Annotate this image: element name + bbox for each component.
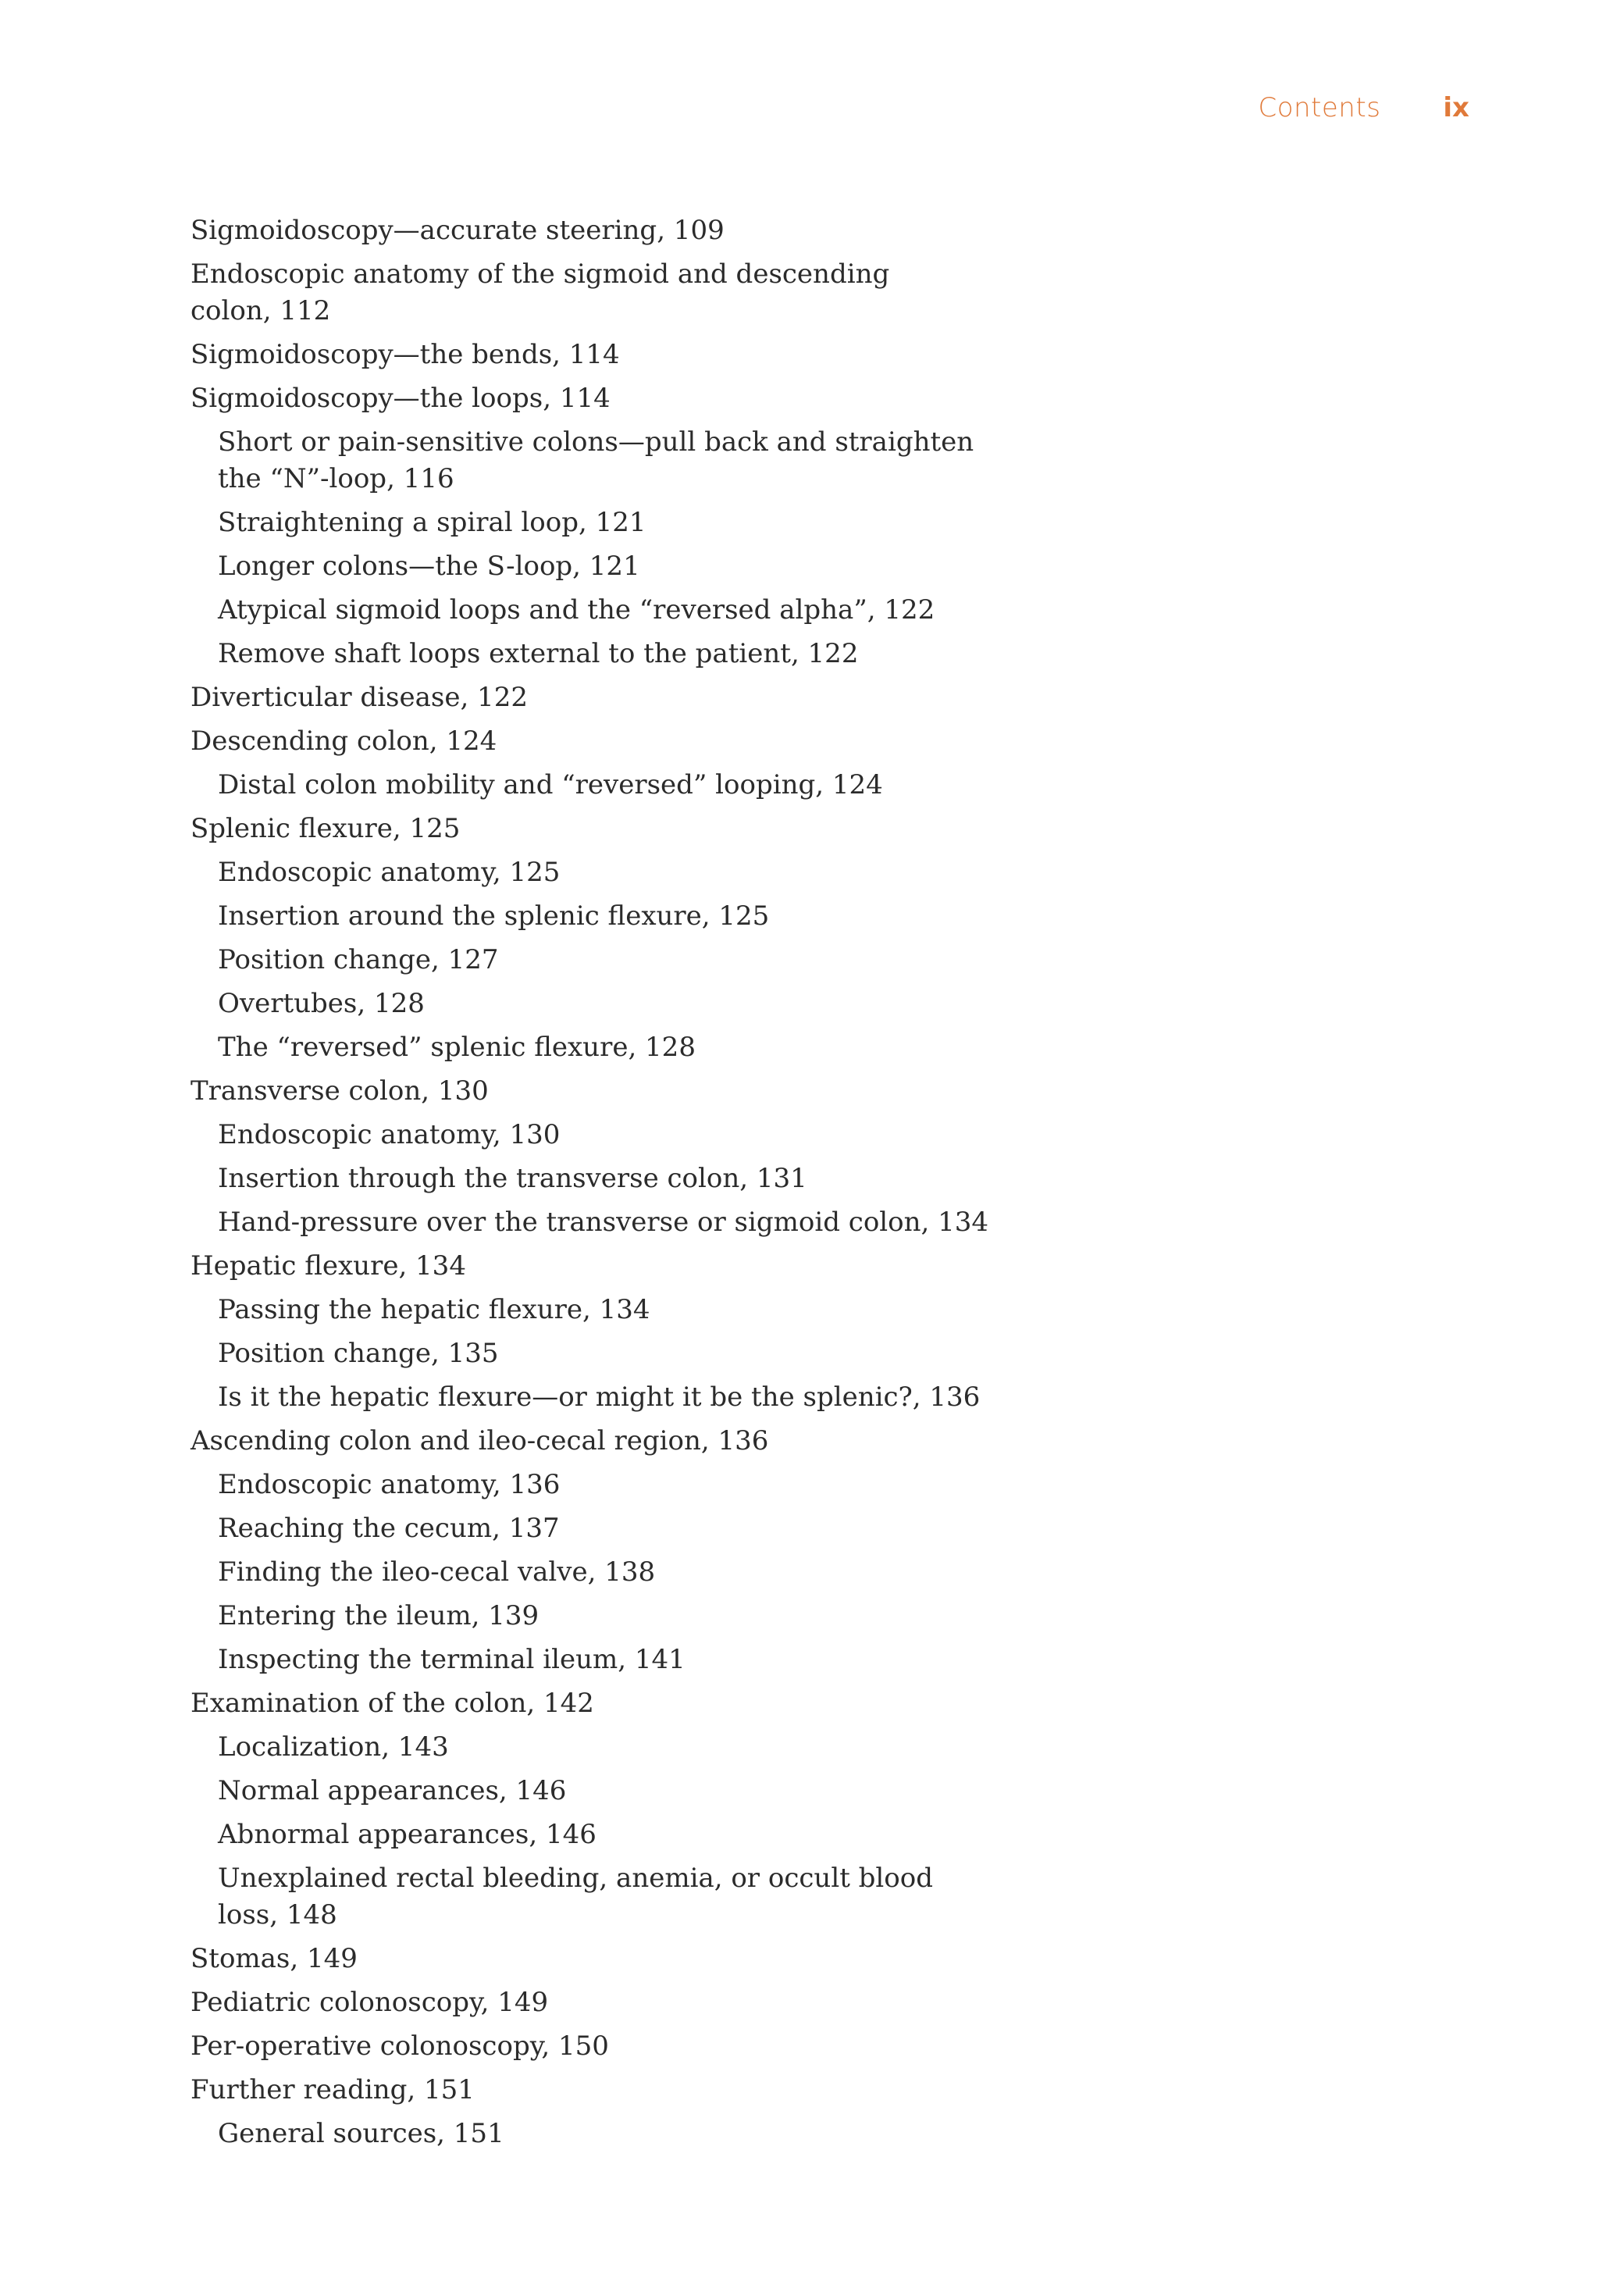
toc-entry: Endoscopic anatomy of the sigmoid and descending colon, 112 [191, 258, 890, 326]
toc-subentry: Endoscopic anatomy, 136 [218, 1469, 561, 1500]
toc-subentry: Endoscopic anatomy, 125 [218, 857, 561, 888]
toc-subentry: General sources, 151 [218, 2118, 504, 2149]
toc-entry: Sigmoidoscopy—the loops, 114 [191, 383, 611, 414]
toc-subentry: Normal appearances, 146 [218, 1775, 567, 1806]
toc-subentry: Short or pain-sensitive colons—pull back and straighten the “N”-loop, 116 [218, 426, 974, 494]
toc-entry: Per-operative colonoscopy, 150 [191, 2030, 609, 2062]
running-head-section-label: Contents [1258, 92, 1381, 123]
toc-subentry: Atypical sigmoid loops and the “reversed alpha”, 122 [218, 594, 935, 626]
toc-entry: Pediatric colonoscopy, 149 [191, 1987, 549, 2018]
toc-subentry: The “reversed” splenic flexure, 128 [218, 1032, 696, 1063]
toc-subentry: Endoscopic anatomy, 130 [218, 1119, 561, 1150]
toc-entry: Ascending colon and ileo-cecal region, 136 [191, 1425, 769, 1456]
table-of-contents [191, 212, 1049, 2159]
toc-subentry: Insertion through the transverse colon, 131 [218, 1163, 807, 1194]
toc-entry: Splenic flexure, 125 [191, 813, 461, 844]
toc-subentry: Unexplained rectal bleeding, anemia, or occult blood loss, 148 [218, 1863, 934, 1931]
toc-entry: Transverse colon, 130 [191, 1075, 489, 1107]
toc-entry: Stomas, 149 [191, 1943, 358, 1974]
toc-subentry: Position change, 135 [218, 1338, 499, 1369]
page-number: ix [1443, 92, 1469, 123]
toc-subentry: Is it the hepatic flexure—or might it be the splenic?, 136 [218, 1382, 981, 1413]
toc-subentry: Straightening a spiral loop, 121 [218, 507, 646, 538]
toc-subentry: Hand-pressure over the transverse or sigmoid colon, 134 [218, 1207, 989, 1238]
toc-subentry: Reaching the cecum, 137 [218, 1513, 560, 1544]
toc-subentry: Passing the hepatic flexure, 134 [218, 1294, 650, 1325]
toc-subentry: Abnormal appearances, 146 [218, 1819, 597, 1850]
toc-entry: Descending colon, 124 [191, 726, 497, 757]
toc-entry: Sigmoidoscopy—the bends, 114 [191, 339, 620, 370]
toc-entry: Hepatic flexure, 134 [191, 1250, 466, 1282]
toc-subentry: Longer colons—the S-loop, 121 [218, 551, 640, 582]
toc-subentry: Distal colon mobility and “reversed” looping, 124 [218, 769, 883, 800]
toc-entry: Sigmoidoscopy—accurate steering, 109 [191, 215, 725, 246]
running-head [1258, 92, 1469, 123]
toc-subentry: Insertion around the splenic flexure, 125 [218, 900, 770, 932]
toc-subentry: Finding the ileo-cecal valve, 138 [218, 1556, 656, 1588]
toc-subentry: Inspecting the terminal ileum, 141 [218, 1644, 686, 1675]
toc-entry: Examination of the colon, 142 [191, 1688, 594, 1719]
toc-subentry: Localization, 143 [218, 1731, 449, 1763]
toc-entry: Diverticular disease, 122 [191, 682, 528, 713]
toc-entry: Further reading, 151 [191, 2074, 475, 2105]
toc-subentry: Entering the ileum, 139 [218, 1600, 540, 1631]
toc-subentry: Position change, 127 [218, 944, 499, 975]
toc-subentry: Remove shaft loops external to the patient, 122 [218, 638, 859, 669]
toc-subentry: Overtubes, 128 [218, 988, 425, 1019]
